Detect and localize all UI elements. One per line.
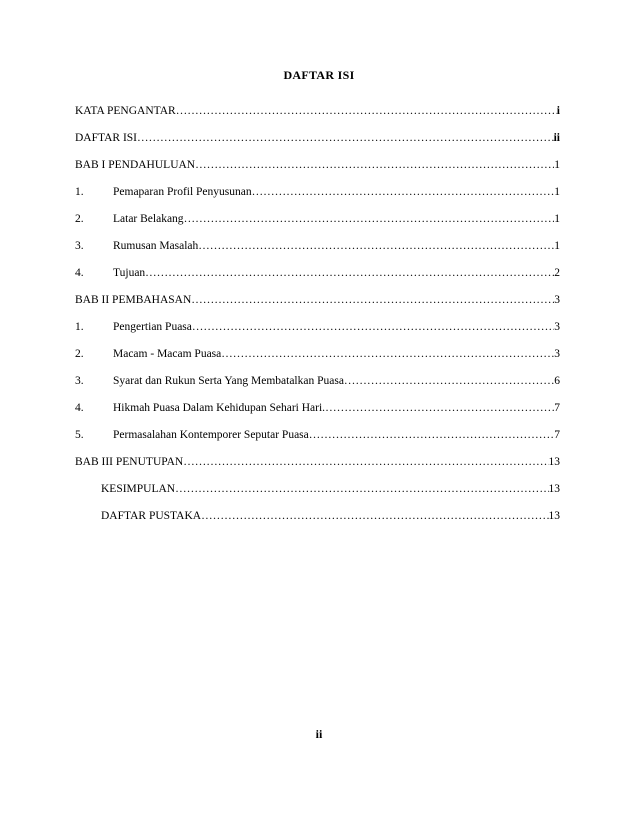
toc-label: DAFTAR ISI xyxy=(75,132,138,144)
toc-label: BAB I PENDAHULUAN xyxy=(75,159,196,171)
dot-leader xyxy=(191,292,554,308)
toc-entry xyxy=(75,400,560,416)
toc-entry xyxy=(75,346,560,362)
dot-leader xyxy=(137,130,554,146)
dot-leader xyxy=(221,346,554,362)
dot-leader xyxy=(309,427,554,443)
toc-entry xyxy=(75,103,560,119)
toc-page: 7 xyxy=(554,402,560,414)
toc-entry xyxy=(75,157,560,173)
toc-page: 13 xyxy=(548,456,560,468)
dot-leader xyxy=(176,103,557,119)
toc-entry xyxy=(75,292,560,308)
toc-label: BAB II PEMBAHASAN xyxy=(75,294,192,306)
toc-label: Tujuan xyxy=(113,267,146,279)
toc-label: DAFTAR PUSTAKA xyxy=(101,510,202,522)
toc-entry xyxy=(75,211,560,227)
toc-label: KESIMPULAN xyxy=(101,483,176,495)
toc-label: Latar Belakang xyxy=(113,213,184,225)
dot-leader xyxy=(175,481,548,497)
toc-number: 3. xyxy=(75,240,84,252)
dot-leader xyxy=(192,319,554,335)
toc-number: 4. xyxy=(75,267,84,279)
toc-entry xyxy=(75,265,560,281)
dot-leader xyxy=(145,265,554,281)
toc-label: Rumusan Masalah xyxy=(113,240,199,252)
toc-page: 3 xyxy=(554,348,560,360)
toc-entry xyxy=(75,238,560,254)
toc-entry xyxy=(75,184,560,200)
toc-label: Pemaparan Profil Penyusunan xyxy=(113,186,252,198)
dot-leader xyxy=(325,400,554,416)
toc-label: BAB III PENUTUPAN xyxy=(75,456,184,468)
toc-entry xyxy=(75,454,560,470)
toc-entry xyxy=(101,508,560,524)
toc-entry xyxy=(101,481,560,497)
toc-page: 1 xyxy=(554,240,560,252)
toc-number: 1. xyxy=(75,186,84,198)
toc-page: i xyxy=(556,105,560,117)
toc-label: KATA PENGANTAR xyxy=(75,105,176,117)
dot-leader xyxy=(201,508,548,524)
toc-label: Pengertian Puasa xyxy=(113,321,192,333)
toc-entry xyxy=(75,130,560,146)
toc-entry xyxy=(75,319,560,335)
page-number: ii xyxy=(315,727,323,741)
toc-page: 7 xyxy=(554,429,560,441)
toc-number: 4. xyxy=(75,402,84,414)
toc-entry xyxy=(75,427,560,443)
toc-page: 1 xyxy=(554,159,560,171)
toc-label: Syarat dan Rukun Serta Yang Membatalkan Puasa xyxy=(113,375,344,387)
toc-page: 1 xyxy=(554,186,560,198)
page-title: DAFTAR ISI xyxy=(283,68,355,82)
toc-page: 13 xyxy=(548,510,560,522)
toc-page: 1 xyxy=(554,213,560,225)
dot-leader xyxy=(183,454,548,470)
dot-leader xyxy=(195,157,554,173)
toc-number: 3. xyxy=(75,375,84,387)
toc-label: Macam - Macam Puasa xyxy=(113,348,222,360)
toc-page: ii xyxy=(553,132,560,144)
toc-number: 2. xyxy=(75,348,84,360)
toc-label: Hikmah Puasa Dalam Kehidupan Sehari Hari. xyxy=(113,402,326,414)
toc-label: Permasalahan Kontemporer Seputar Puasa xyxy=(113,429,309,441)
dot-leader xyxy=(184,211,555,227)
toc-page: 2 xyxy=(554,267,560,279)
toc-entry xyxy=(75,373,560,389)
toc-number: 2. xyxy=(75,213,84,225)
toc-page: 3 xyxy=(554,321,560,333)
toc-number: 5. xyxy=(75,429,84,441)
toc-page: 3 xyxy=(554,294,560,306)
toc-page: 13 xyxy=(548,483,560,495)
dot-leader xyxy=(344,373,554,389)
toc-number: 1. xyxy=(75,321,84,333)
toc-page: 6 xyxy=(554,375,560,387)
dot-leader xyxy=(252,184,555,200)
dot-leader xyxy=(198,238,554,254)
